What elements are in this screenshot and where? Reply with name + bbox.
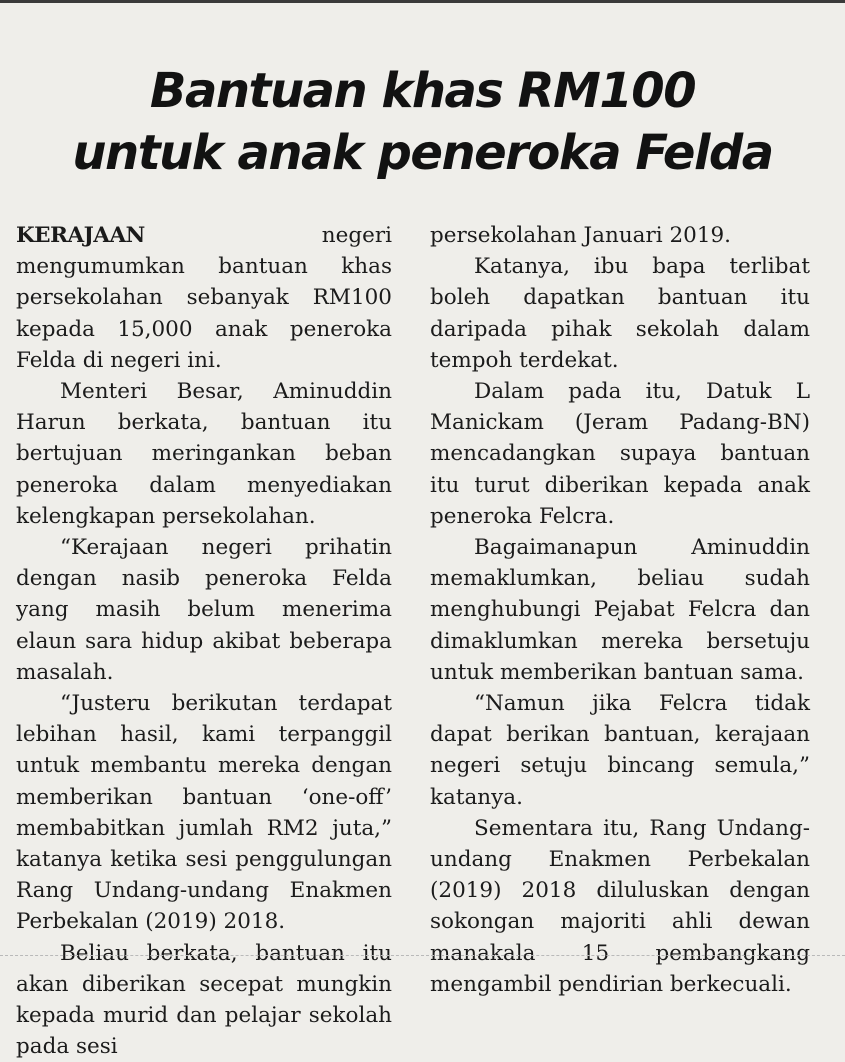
paragraph-6: Katanya, ibu bapa terlibat boleh dapatkan bantuan itu daripada pihak sekolah dalam tempoh terdekat. (430, 254, 810, 373)
article-headline (0, 60, 845, 184)
paragraph-9: “Namun jika Felcra tidak dapat berikan bantuan, kerajaan negeri setuju bincang semula,” katanya. (430, 691, 810, 810)
headline-line-1: Bantuan khas RM100 (149, 63, 696, 119)
headline-line-2: untuk anak peneroka Felda (72, 125, 773, 181)
paragraph-8: Bagaimanapun Aminuddin memaklumkan, beliau sudah menghubungi Pejabat Felcra dan dimaklumkan mereka bersetuju untuk memberikan bantuan sama. (430, 535, 810, 685)
paragraph-1 (16, 220, 392, 376)
paragraph-5: Beliau berkata, bantuan itu akan diberikan secepat mungkin kepada murid dan pelajar sekolah pada sesi (16, 940, 392, 1060)
paragraph-7: Dalam pada itu, Datuk L Manickam (Jeram Padang-BN) mencadangkan supaya bantuan itu turut diberikan kepada anak peneroka Felcra. (430, 379, 810, 529)
lead-word: KERAJAAN (16, 223, 145, 248)
bottom-dashed-rule (0, 955, 845, 957)
paragraph-10: Sementara itu, Rang Undang-undang Enakmen Perbekalan (2019) 2018 diluluskan dengan sokongan majoriti ahli dewan manakala 15 pembangkang mengambil pendirian berkecuali. (430, 815, 810, 997)
paragraph-3: “Kerajaan negeri prihatin dengan nasib peneroka Felda yang masih belum menerima elaun sara hidup akibat beberapa masalah. (16, 535, 392, 685)
article-column-right (430, 220, 810, 1000)
article-column-left (16, 220, 392, 1062)
paragraph-2: Menteri Besar, Aminuddin Harun berkata, bantuan itu bertujuan meringankan beban peneroka dalam menyediakan kelengkapan persekolahan. (16, 379, 392, 529)
paragraph-4: “Justeru berikutan terdapat lebihan hasil, kami terpanggil untuk membantu mereka dengan memberikan bantuan ‘one-off’ membabitkan jumlah RM2 juta,” katanya ketika sesi penggulungan Rang Undang-undang Enakmen Perbekalan (2019) 2018. (16, 691, 392, 935)
paragraph-5-continued: persekolahan Januari 2019. (430, 223, 732, 248)
top-border-line (0, 0, 845, 3)
paragraph-1-text: negeri mengumumkan bantuan khas persekolahan sebanyak RM100 kepada 15,000 anak peneroka Felda di negeri ini. (16, 223, 392, 373)
